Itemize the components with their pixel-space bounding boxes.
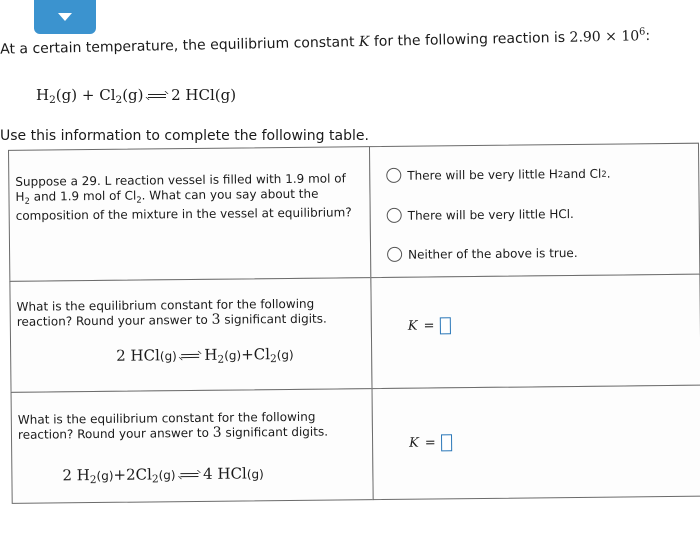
intro-statement: At a certain temperature, the equilibrium constant K for the following reaction is $2.90 \times 10^6$: — [0, 26, 651, 58]
option-neither[interactable]: Neither of the above is true. — [387, 245, 578, 262]
radio-button[interactable] — [387, 247, 402, 262]
row3-k-input[interactable] — [441, 434, 452, 451]
row1-question-text: Suppose a 29. L reaction vessel is filled with 1.9 mol of $H_2$ and 1.9 mol of $Cl_2$. What can you say about the composition of the mixture in the vessel at equilibrium? — [15, 171, 352, 223]
row2-k-answer: K = — [408, 317, 451, 334]
row1-answer-cell — [369, 143, 700, 278]
radio-button[interactable] — [386, 168, 401, 183]
row2-k-input[interactable] — [439, 317, 450, 334]
radio-button[interactable] — [387, 208, 402, 223]
row3-reaction-equation: 2 $H_2(g)+2Cl_2(g)$ 4 HCl(g) — [62, 464, 264, 487]
row2-answer-cell — [370, 274, 700, 389]
row2-reaction-equation: 2 HCl(g) $H_2(g)+Cl_2(g)$ — [116, 345, 294, 366]
option-little-reactants[interactable]: There will be very little H 2 and Cl 2 . — [386, 166, 610, 183]
row3-question-cell — [11, 388, 374, 504]
row3-k-answer: K = — [409, 434, 452, 451]
option-little-hcl[interactable]: There will be very little HCl. — [387, 206, 574, 223]
main-reaction-equation: $H_2(g) + Cl_2(g)$ 2 HCl(g) — [36, 86, 237, 106]
equilibrium-arrow-icon — [148, 91, 166, 101]
collapse-tab-button[interactable] — [34, 0, 96, 34]
question-table — [0, 143, 700, 522]
row2-question-cell — [9, 277, 372, 393]
instructions-text: Use this information to complete the following table. — [0, 128, 369, 144]
equilibrium-arrow-icon — [182, 351, 200, 361]
row2-question-text: What is the equilibrium constant for the following reaction? Round your answer to 3 significant digits. — [16, 296, 327, 329]
row3-question-text: What is the equilibrium constant for the following reaction? Round your answer to 3 significant digits. — [17, 409, 329, 442]
chevron-down-icon — [58, 13, 72, 21]
row3-answer-cell — [372, 385, 700, 500]
row1-question-cell — [8, 146, 371, 282]
equilibrium-arrow-icon — [180, 470, 198, 480]
